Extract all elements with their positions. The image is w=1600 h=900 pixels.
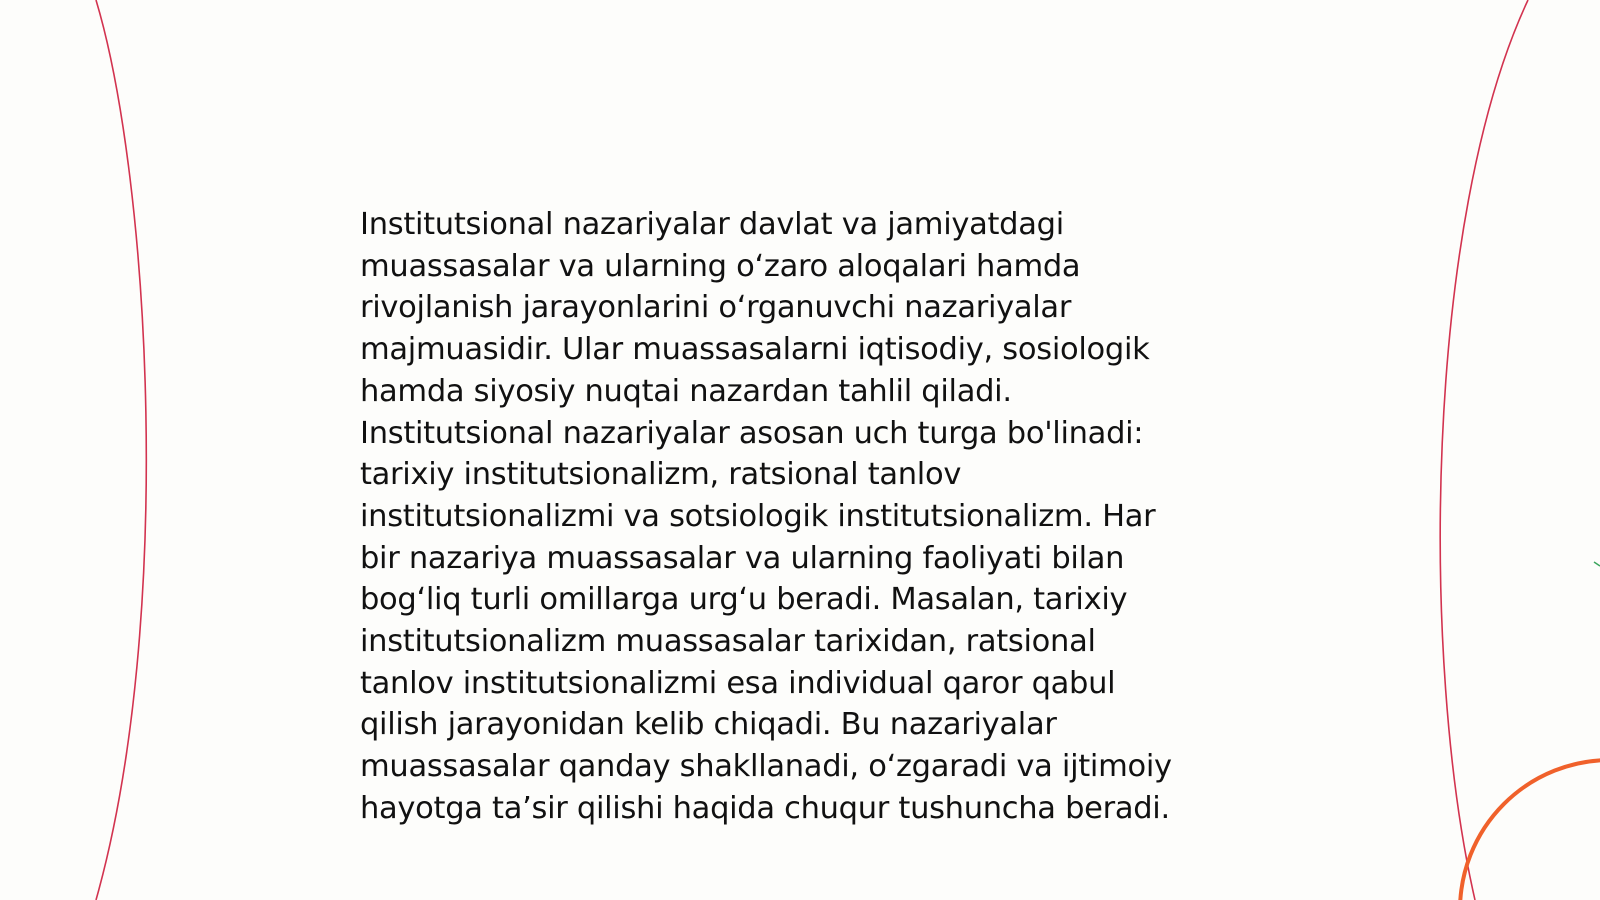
right-curve-line xyxy=(1440,0,1528,900)
body-paragraph xyxy=(360,204,1260,830)
paragraph-line-6: Institutsional nazariyalar asosan uch turga bo'linadi: xyxy=(360,415,1144,451)
green-tick-mark xyxy=(1594,562,1600,566)
paragraph-line-13: qilish jarayonidan kelib chiqadi. Bu nazariyalar xyxy=(360,707,1057,743)
orange-arc xyxy=(1460,760,1600,900)
paragraph-line-15: hayotga taʼsir qilishi haqida chuqur tushuncha beradi. xyxy=(360,790,1170,826)
paragraph-line-9: bir nazariya muassasalar va ularning faoliyati bilan xyxy=(360,540,1125,576)
paragraph-line-8: institutsionalizmi va sotsiologik institutsionalizm. Har xyxy=(360,498,1156,534)
paragraph-line-10: bogʻliq turli omillarga urgʻu beradi. Masalan, tarixiy xyxy=(360,582,1128,618)
paragraph-line-14: muassasalar qanday shakllanadi, oʻzgaradi va ijtimoiy xyxy=(360,749,1172,785)
paragraph-line-3: rivojlanish jarayonlarini oʻrganuvchi nazariyalar xyxy=(360,290,1072,326)
paragraph-line-1: Institutsional nazariyalar davlat va jamiyatdagi xyxy=(360,207,1064,242)
paragraph-line-2: muassasalar va ularning oʻzaro aloqalari hamda xyxy=(360,248,1081,284)
left-curve-line xyxy=(96,0,146,900)
paragraph-line-5: hamda siyosiy nuqtai nazardan tahlil qiladi. xyxy=(360,373,1012,409)
paragraph-line-7: tarixiy institutsionalizm, ratsional tanlov xyxy=(360,457,962,493)
paragraph-line-12: tanlov institutsionalizmi esa individual qaror qabul xyxy=(360,665,1116,701)
paragraph-line-4: majmuasidir. Ular muassasalarni iqtisodiy, sosiologik xyxy=(360,332,1150,368)
paragraph-line-11: institutsionalizm muassasalar tarixidan, ratsional xyxy=(360,624,1096,660)
